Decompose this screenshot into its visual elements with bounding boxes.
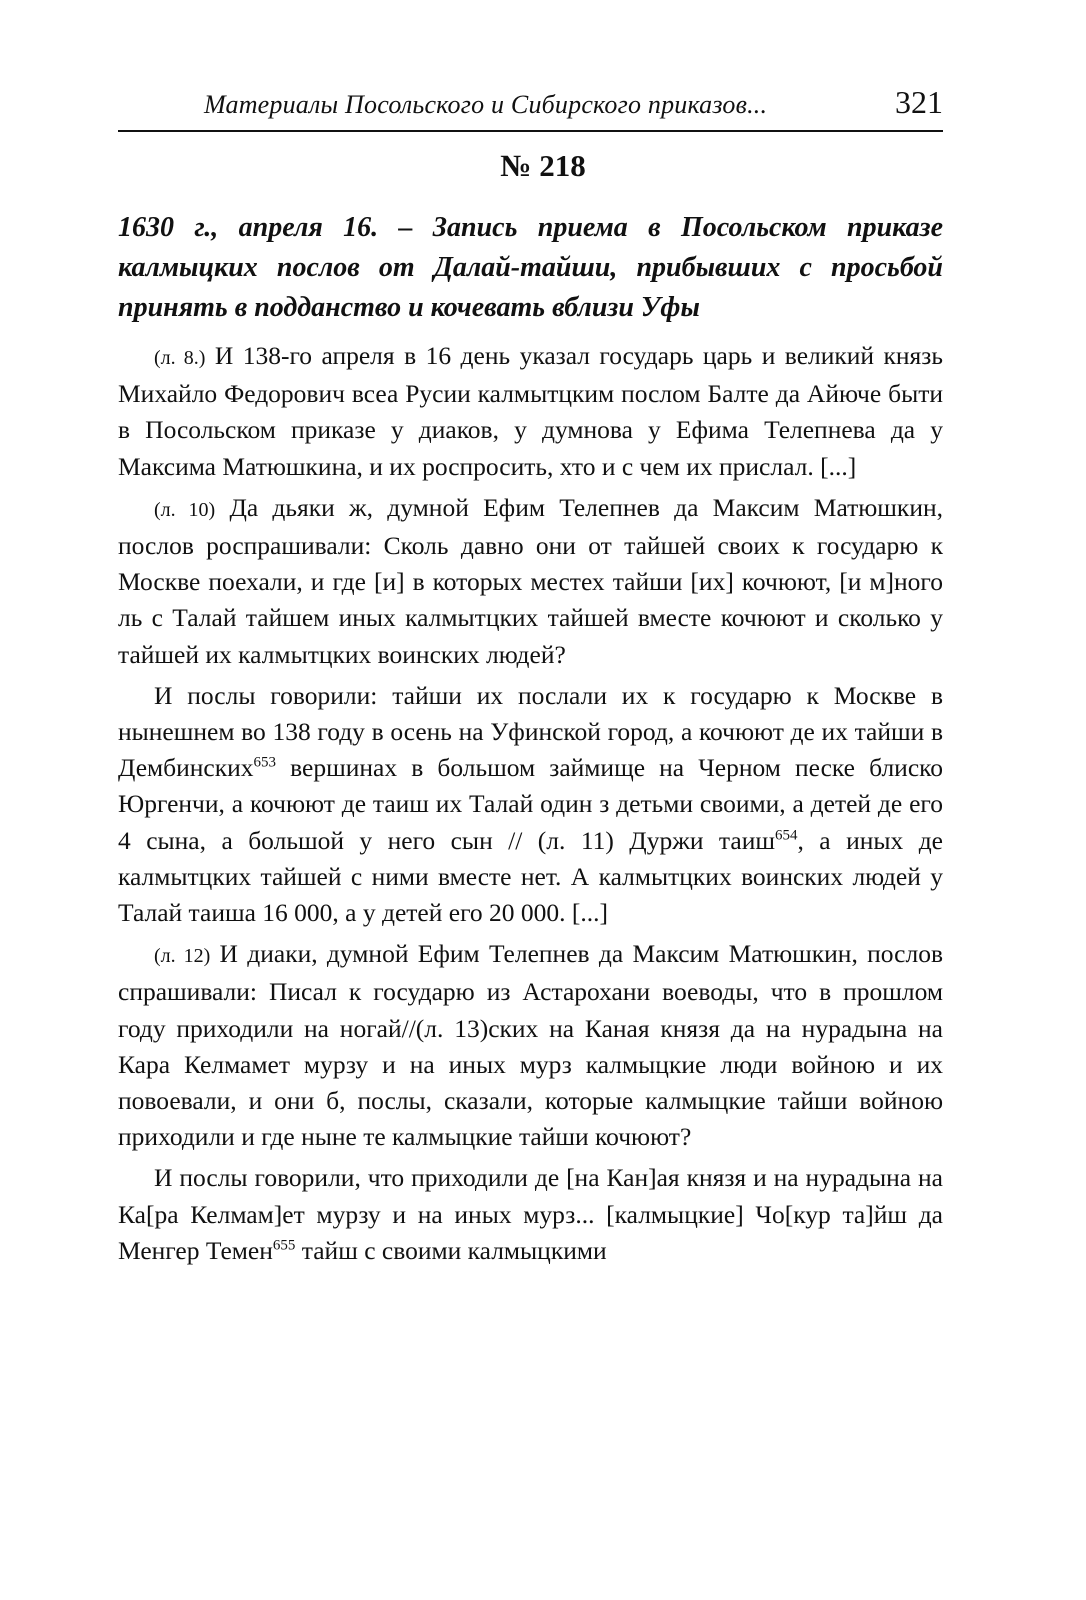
paragraph [118,1160,943,1269]
paragraph [118,338,943,485]
running-header [118,82,943,132]
paragraph-text: вершинах в большом займище на Черном песке блиско Юргенчи, а кочюют де таиш их Талай один з детьми своими, а детей де его 4 сына, а большой у него сын // (л. 11) Дуржи таиш [118,753,943,855]
footnote-marker: 654 [774,827,798,844]
paragraph-text: И послы говорили: тайши их послали их к государю к Москве в нынешнем во 138 году в осень на Уфинской город, а кочюют де их тайши в Дембинских [118,680,943,783]
paragraph-text: И послы говорили, что приходили де [на Кан]ая князя и на нурадына на Ка[ра Келмам]ет мурзу и на иных мурз... [калмыцкие] Чо[кур та]йш да Менгер Темен [118,1163,943,1265]
page-number: 321 [895,84,943,120]
running-title: Материалы Посольского и Сибирского приказов... [204,90,768,119]
paragraph [118,490,943,673]
paragraph-text: тайш с своими калмыцкими [295,1235,607,1265]
folio-reference: (л. 12) [154,945,211,968]
folio-reference: (л. 8.) [154,347,206,369]
paragraph-text: И 138-го апреля в 16 день указал государь царь и великий князь Михайло Федорович всеа Русии калмытцким послом Балте да Айюче быти в Посольском приказе у диаков, у думнова у Ефима Телепнева да у Максима Матюшкина, и их роспросить, хто и с чем их прислал. [...] [118,341,943,481]
document-body [118,338,943,1269]
footnote-marker: 653 [253,754,277,771]
document-number: № 218 [500,148,586,183]
footnote-marker: 655 [272,1237,296,1254]
paragraph [118,678,943,931]
paragraph [118,936,943,1155]
paragraph-text: И диаки, думной Ефим Телепнев да Максим Матюшкин, послов спрашивали: Писал к государю из Астарохани воеводы, что в прошлом году приходили на ногай//(л. 13)ских на Каная князя да на нурадына на Кара Келмамет мурзу и на иных мурз калмыцкие люди войною и их повоевали, и они б, послы, сказали, которые калмыцкие тайши войною приходили и где ныне те калмыцкие тайши кочюют? [118,939,943,1152]
folio-reference: (л. 10) [154,498,216,521]
document-heading: 1630 г., апреля 16. – Запись приема в Посольском приказе калмыцких послов от Далай-тайши, прибывших с просьбой принять в подданство и кочевать вблизи Уфы [118,212,943,323]
paragraph-text: Да дьяки ж, думной Ефим Телепнев да Максим Матюшкин, послов роспрашивали: Сколь давно они от тайшей своих к государю к Москве поехали, и где [и] в которых местех тайши [их] кочюют, [и м]ного ль с Талай тайшем иных калмытцких тайшей вместе кочюют и сколько у тайшей их калмытцких воинских людей? [118,492,943,669]
paragraph-text: , а иных де калмытцких тайшей с ними вместе нет. А калмытцких воинских людей у Талай таиша 16 000, а у детей его 20 000. [...] [118,825,943,928]
